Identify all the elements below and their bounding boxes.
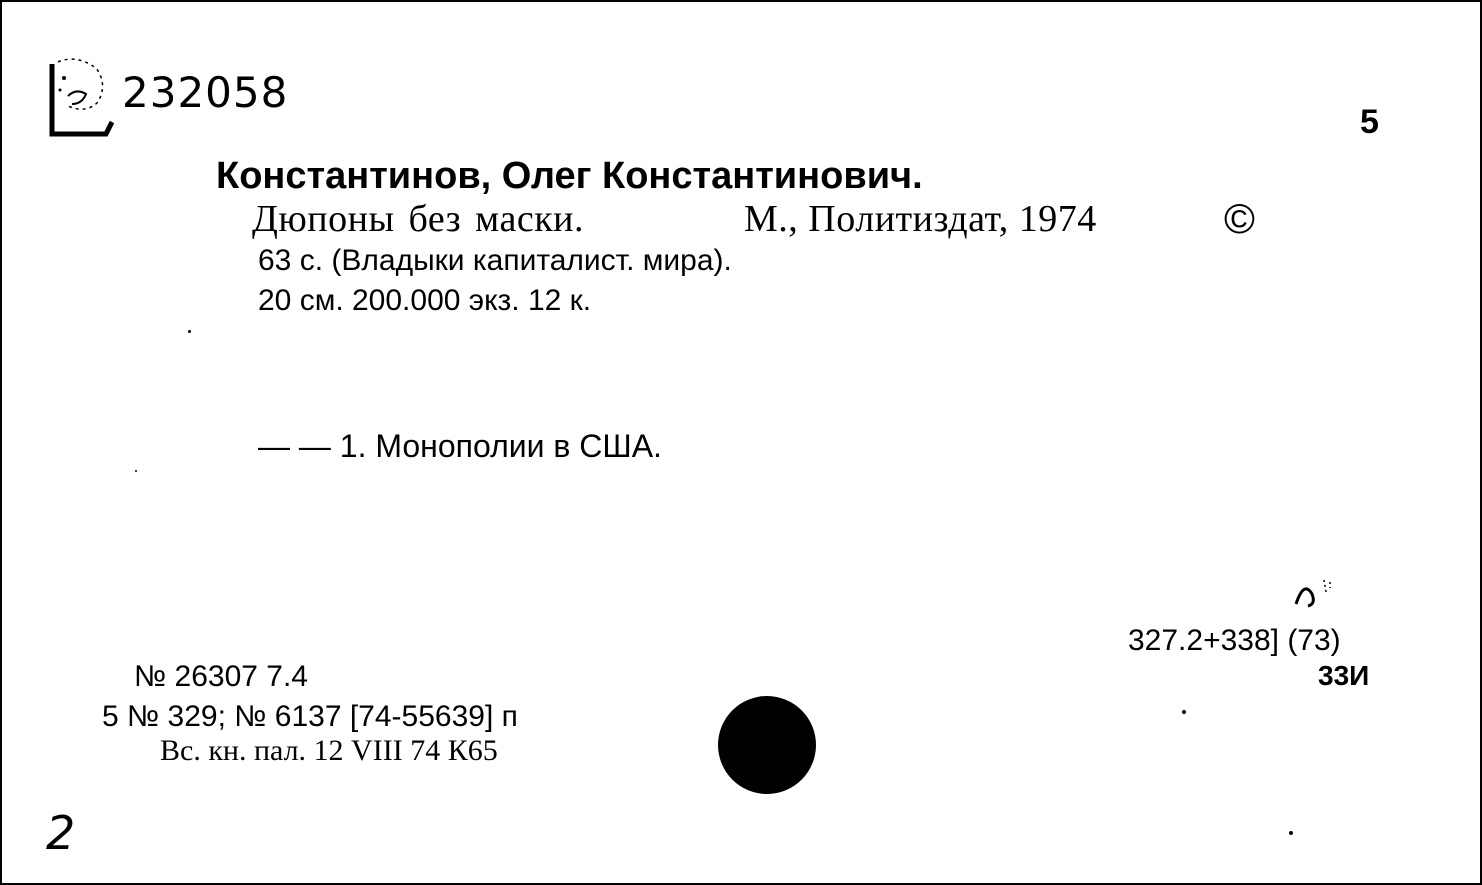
- ink-speck: [1289, 831, 1293, 835]
- ink-speck: [135, 470, 137, 472]
- classification-index: 327.2+338] (73): [1128, 624, 1341, 657]
- size-print-price: 20 см. 200.000 экз. 12 к.: [258, 284, 592, 317]
- author-sign: 33И: [1318, 660, 1370, 691]
- pencil-mark-icon: [1290, 574, 1338, 614]
- punch-hole: [718, 696, 816, 794]
- author-heading: Константинов, Олег Константинович.: [216, 155, 923, 197]
- handwritten-mark: 2: [46, 806, 76, 860]
- publication-info: М., Политиздат, 1974: [744, 198, 1097, 240]
- book-title: Дюпоны без маски.: [252, 198, 585, 240]
- registry-line: № 26307 7.4: [134, 660, 308, 693]
- pages-series: 63 с. (Владыки капиталист. мира).: [258, 244, 732, 277]
- ink-speck: [188, 330, 191, 333]
- library-stamp-icon: [46, 54, 114, 140]
- ink-speck: [1182, 710, 1186, 714]
- subject-heading: — — 1. Монополии в США.: [258, 428, 662, 464]
- print-line: 5 № 329; № 6137 [74-55639] п: [102, 700, 518, 733]
- corner-number: 5: [1360, 103, 1379, 141]
- accession-number: 232058: [122, 68, 289, 117]
- book-chamber-line: Вс. кн. пал. 12 VIII 74 К65: [160, 734, 498, 767]
- copyright-icon: ©: [1224, 195, 1255, 242]
